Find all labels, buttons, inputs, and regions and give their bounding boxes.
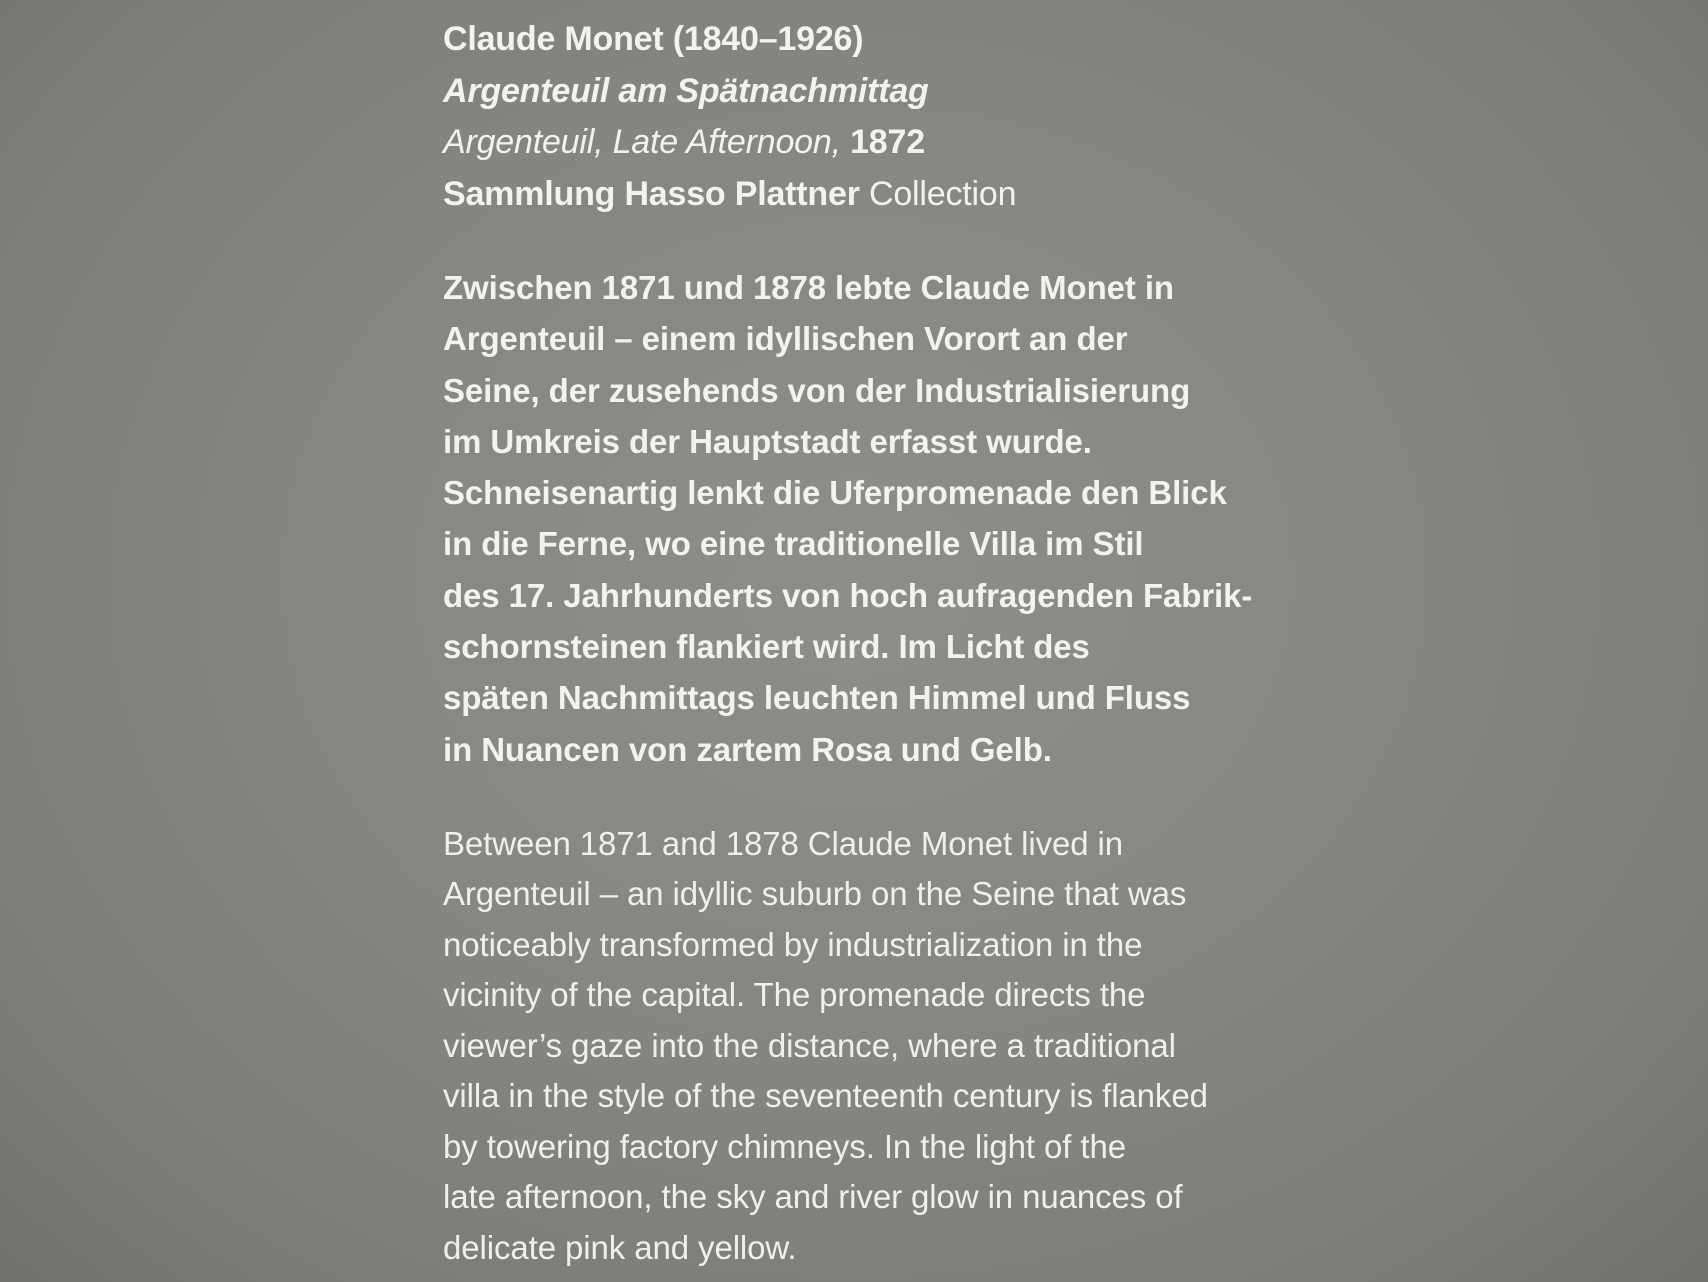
description-german-line: Zwischen 1871 und 1878 lebte Claude Monet in — [443, 269, 1174, 306]
description-english-line: by towering factory chimneys. In the light of the — [443, 1127, 1126, 1165]
description-german-line: späten Nachmittags leuchten Himmel und Fluss — [443, 679, 1191, 717]
description-english-line: late afternoon, the sky and river glow in nuances of — [443, 1178, 1183, 1216]
description-english-line: delicate pink and yellow. — [443, 1228, 797, 1266]
description-german-line: in Nuancen von zartem Rosa und Gelb. — [443, 730, 1052, 768]
title-english-line — [443, 117, 1343, 169]
description-german-line: Seine, der zusehends von der Industrialisierung — [443, 371, 1191, 409]
description-english-line: villa in the style of the seventeenth century is flanked — [443, 1077, 1208, 1115]
description-english-line: viewer’s gaze into the distance, where a traditional — [443, 1026, 1176, 1064]
description-german — [443, 262, 1343, 775]
description-english-line: Between 1871 and 1878 Claude Monet lived in — [443, 824, 1124, 862]
museum-wall-label — [443, 14, 1343, 1273]
description-english-line: noticeably transformed by industrialization in the — [443, 925, 1143, 963]
artist-name: Claude Monet (1840–1926) — [443, 20, 864, 58]
description-german-line: Argenteuil – einem idyllischen Vorort an der — [443, 320, 1128, 358]
description-german-line: Schneisenartig lenkt die Uferpromenade den Blick — [443, 474, 1227, 512]
description-english-line: vicinity of the capital. The promenade directs the — [443, 976, 1146, 1014]
collection-german: Sammlung Hasso Plattner — [443, 174, 860, 213]
collection-english: Collection — [868, 174, 1017, 213]
collection-line — [443, 169, 1343, 221]
label-heading — [443, 14, 1343, 220]
title-english: Argenteuil, Late Afternoon, — [443, 123, 841, 161]
description-german-line: schornsteinen flankiert wird. Im Licht des — [443, 628, 1090, 666]
description-english — [443, 819, 1343, 1274]
description-german-line: im Umkreis der Hauptstadt erfasst wurde. — [443, 422, 1092, 460]
description-german-line: des 17. Jahrhunderts von hoch aufragenden Fabrik- — [443, 576, 1253, 614]
description-german-line: in die Ferne, wo eine traditionelle Villa im Stil — [443, 525, 1144, 563]
title-german: Argenteuil am Spätnachmittag — [443, 71, 929, 110]
description-english-line: Argenteuil – an idyllic suburb on the Seine that was — [443, 875, 1187, 913]
artwork-year: 1872 — [850, 123, 925, 161]
